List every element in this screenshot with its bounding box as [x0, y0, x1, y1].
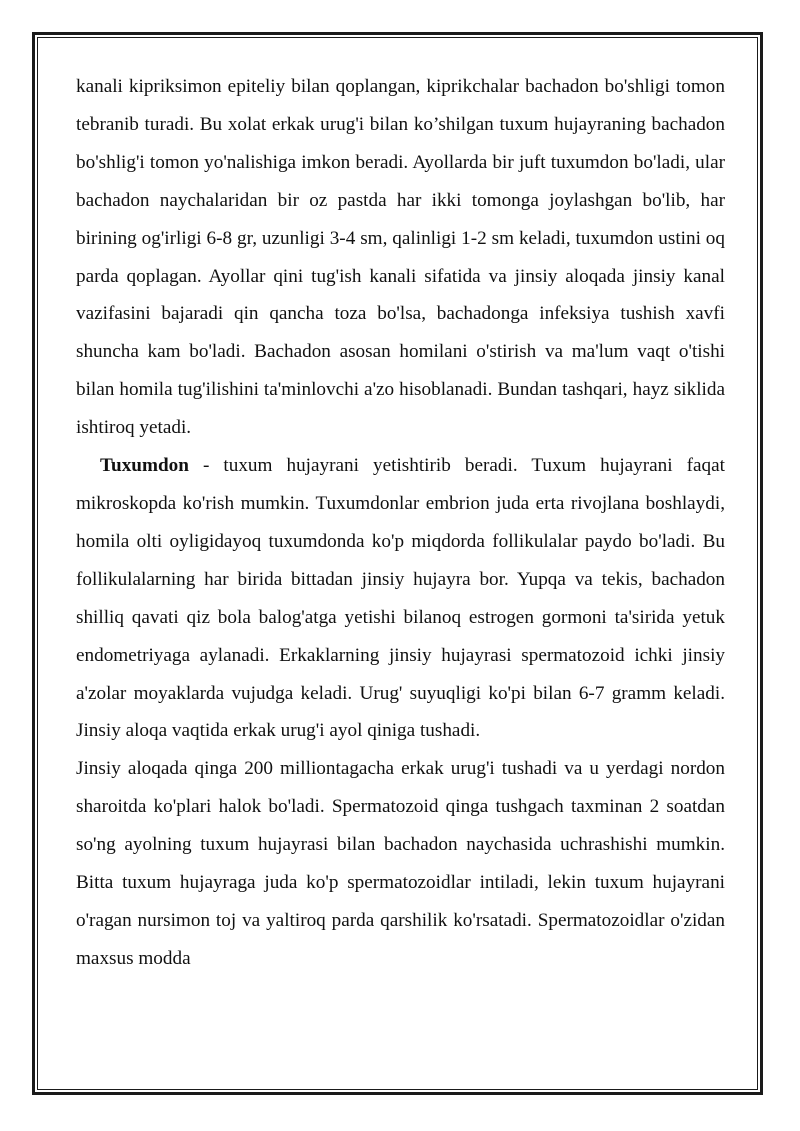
paragraph-3: Jinsiy aloqada qinga 200 milliontagacha erkak urug'i tushadi va u yerdagi nordon sharoitda ko'plari halok bo'ladi. Spermatozoid qinga tushgach taxminan 2 soatdan so'ng ayolning tuxum hujayrasi bilan bachadon naychasida uchrashishi mumkin. Bitta tuxum hujayraga juda ko'p spermatozoidlar intiladi, lekin tuxum hujayrani o'ragan nursimon toj va yaltiroq parda qarshilik ko'rsatadi. Spermatozoidlar o'zidan maxsus modda: [76, 758, 725, 969]
paragraph-2-text: - tuxum hujayrani yetishtirib beradi. Tuxum hujayrani faqat mikroskopda ko'rish mumkin. Tuxumdonlar embrion juda erta rivojlana boshlaydi, homila olti oyligidayoq tuxumdonda ko'p miqdorda follikulalar paydo bo'ladi. Bu follikulalarning har birida bittadan jinsiy hujayra bor. Yupqa va tekis, bachadon shilliq qavati qiz bola balog'atga yetishi bilanoq estrogen gormoni ta'sirida yetuk endometriyaga aylanadi. Erkaklarning jinsiy hujayrasi spermatozoid ichki jinsiy a'zolar moyaklarda vujudga keladi. Urug' suyuqligi ko'pi bilan 6-7 gramm keladi. Jinsiy aloqa vaqtida erkak urug'i ayol qiniga tushadi.: [76, 455, 725, 742]
paragraph-1: kanali kipriksimon epiteliy bilan qoplangan, kiprikchalar bachadon bo'shligi tomon tebranib turadi. Bu xolat erkak urug'i bilan ko’shilgan tuxum hujayraning bachadon bo'shlig'i tomon yo'nalishiga imkon beradi. Ayollarda bir juft tuxumdon bo'ladi, ular bachadon naychalaridan bir oz pastda har ikki tomonga joylashgan bo'lib, har birining og'irligi 6-8 gr, uzunligi 3-4 sm, qalinligi 1-2 sm keladi, tuxumdon ustini oq parda qoplagan. Ayollar qini tug'ish kanali sifatida va jinsiy aloqada jinsiy kanal vazifasini bajaradi qin qancha toza bo'lsa, bachadonga infeksiya tushish xavfi shuncha kam bo'ladi. Bachadon asosan homilani o'stirish va ma'lum vaqt o'tishi bilan homila tug'ilishini ta'minlovchi a'zo hisoblanadi. Bundan tashqari, hayz siklida ishtiroq yetadi.: [76, 76, 725, 439]
term-tuxumdon: Tuxumdon: [100, 455, 189, 477]
document-body: [76, 68, 725, 978]
paragraph-2: [76, 447, 725, 750]
